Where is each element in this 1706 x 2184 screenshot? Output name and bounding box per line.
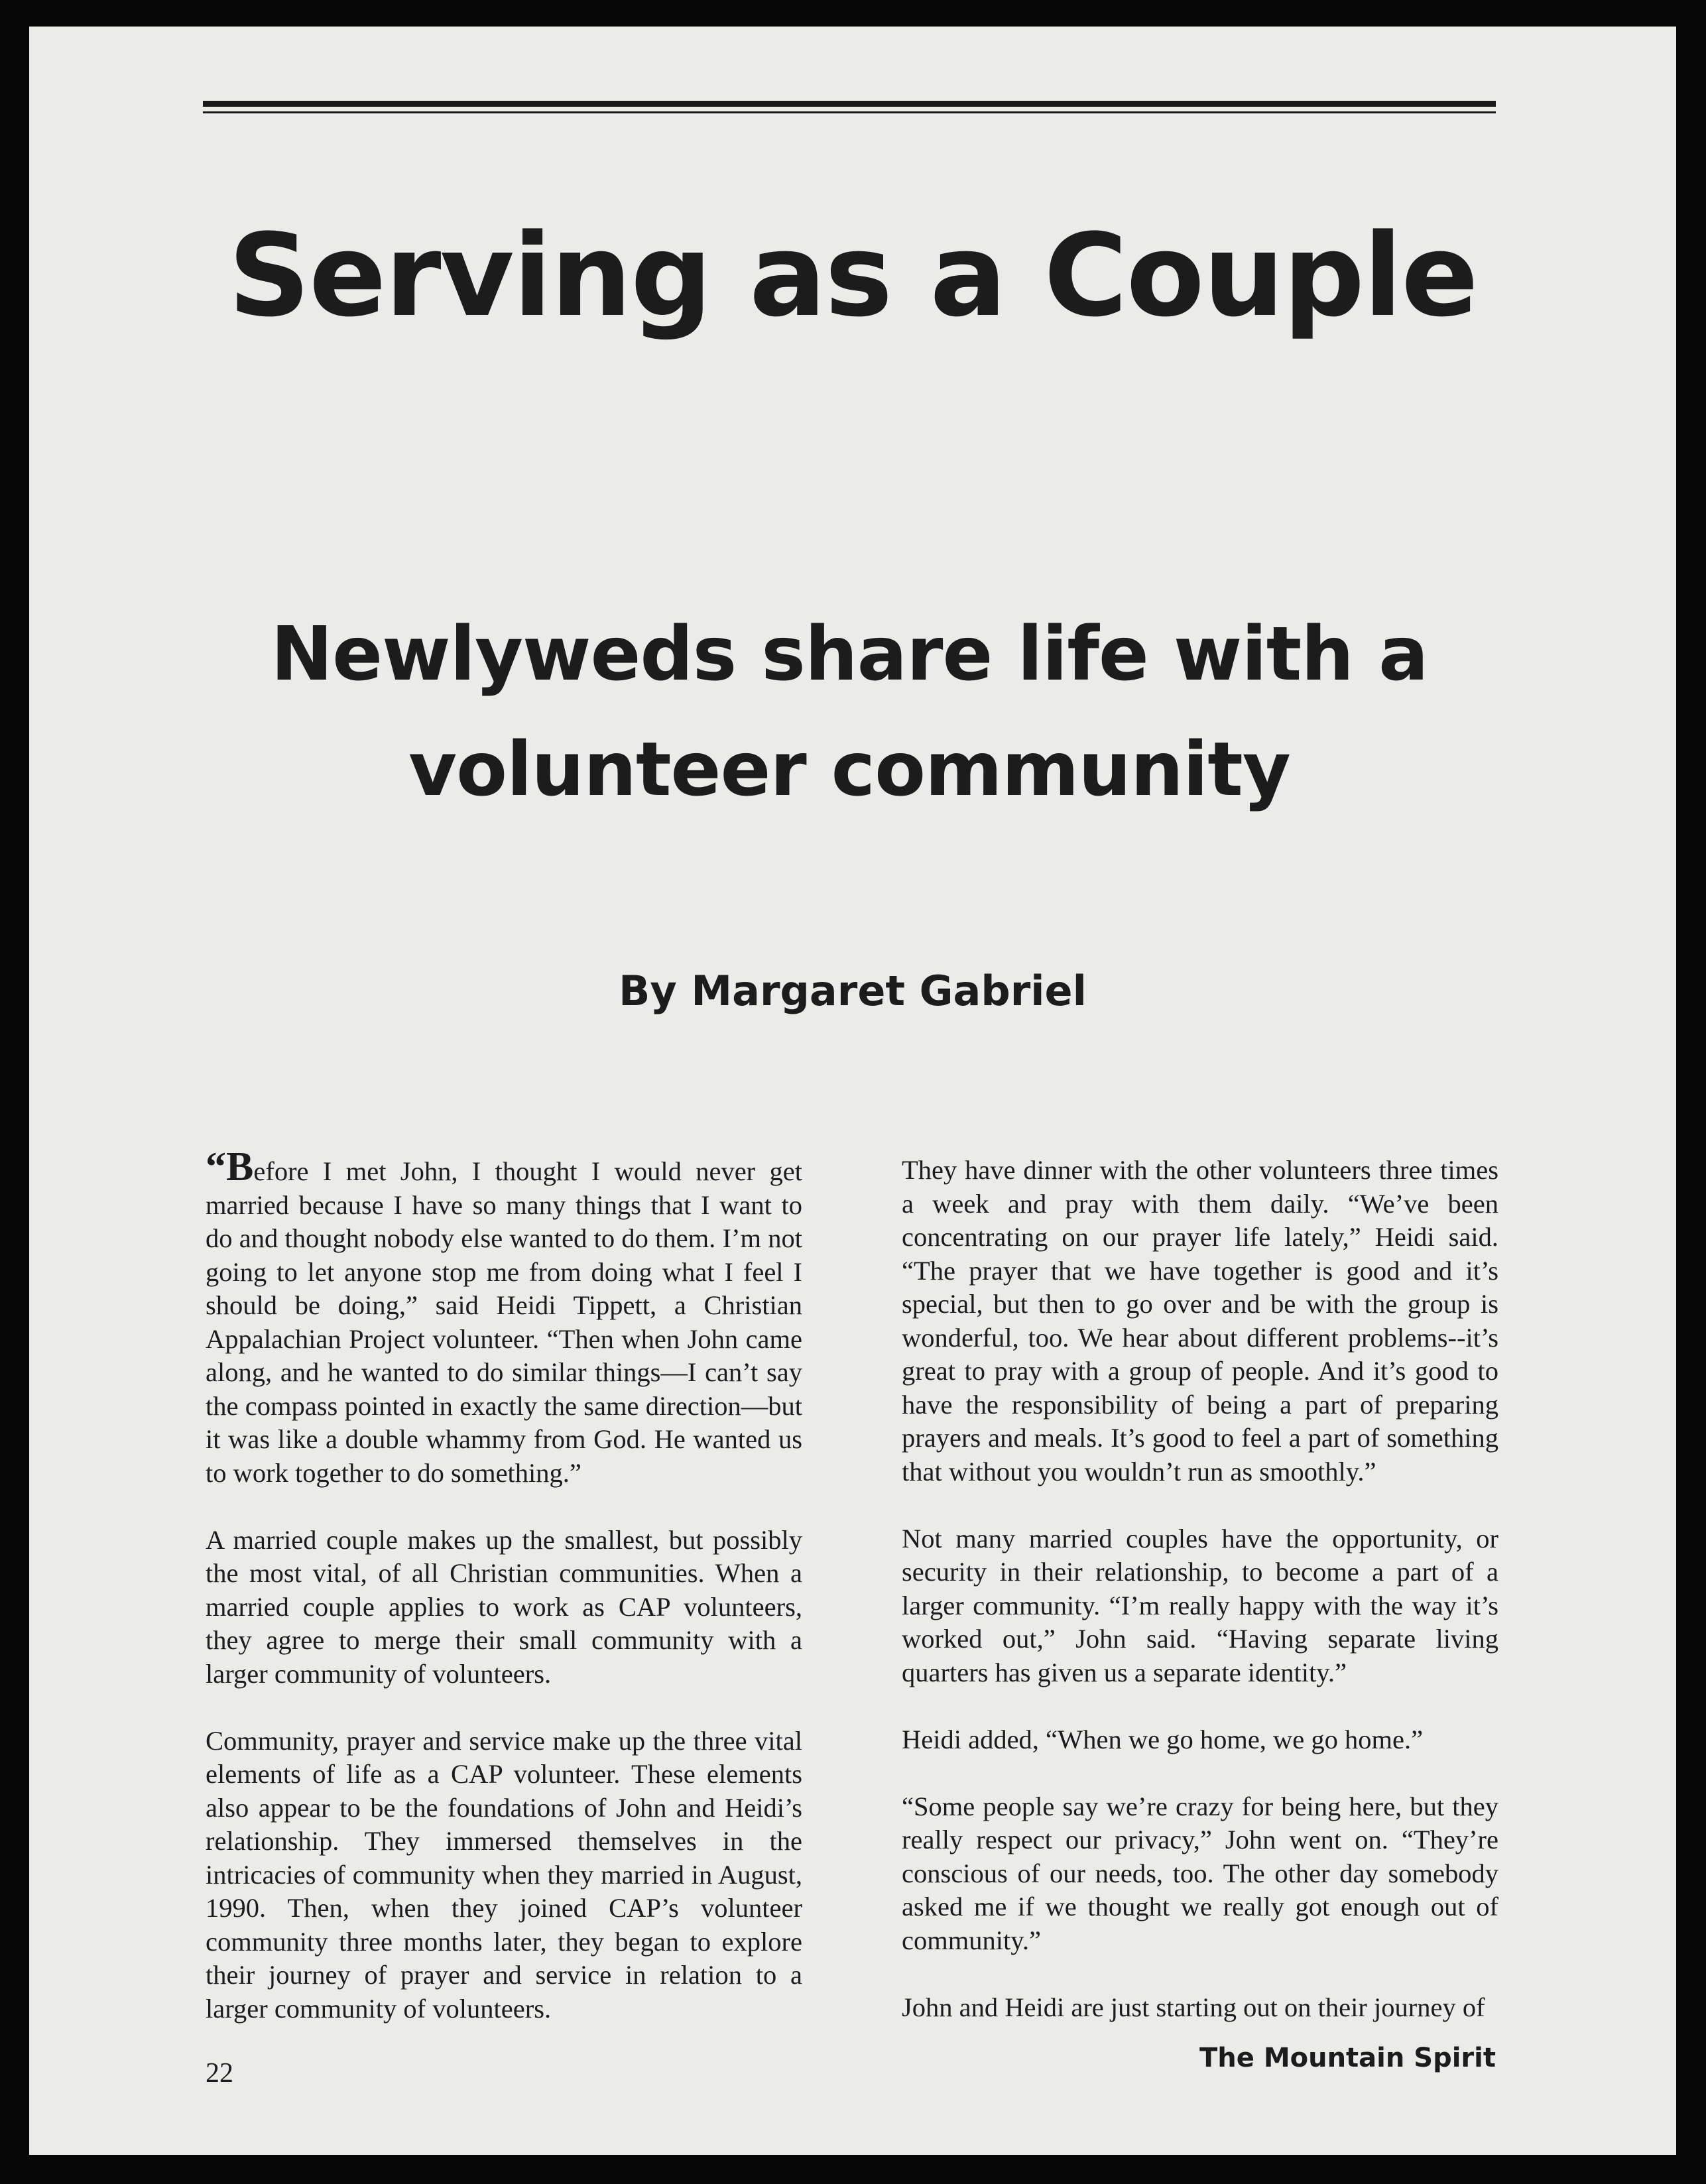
paragraph-text: efore I met John, I thought I would never get married because I have so many things that I want to do and thought nobody else wanted to do them. I’m not going to let anyone stop me from doing what I feel I should be doing,” said Heidi Tippett, a Christian Appalachian Project volunteer. “Then when John came along, and he wanted to do similar things—I can’t say the compass pointed in exactly the same direction—but it was like a double whammy from God. He wanted us to work together to do something.” — [206, 1156, 802, 1488]
magazine-page — [29, 27, 1676, 2155]
right-column — [902, 1154, 1498, 2058]
paragraph: John and Heidi are just starting out on their journey of — [902, 1992, 1485, 2022]
paragraph: Not many married couples have the opportunity, or security in their relationship, to become a part of a larger community. “I’m really happy with the way it’s worked out,” John said. “Having separate living quarters has given us a separate identity.” — [902, 1523, 1498, 1687]
article-subtitle: Newlyweds share life with a volunteer community — [271, 611, 1428, 813]
paragraph: “Some people say we’re crazy for being here, but they really respect our privacy,” John went on. “They’re conscious of our needs, too. The other day somebody asked me if we thought we really got enough out of community.” — [902, 1791, 1498, 1955]
paragraph — [206, 1144, 802, 1490]
article-byline: By Margaret Gabriel — [619, 967, 1087, 1015]
drop-cap: “B — [206, 1144, 254, 1189]
publication-name: The Mountain Spirit — [1199, 2043, 1496, 2073]
page-number: 22 — [206, 2058, 233, 2089]
header-rule-thick — [203, 101, 1496, 107]
paragraph: Heidi added, “When we go home, we go home.” — [902, 1724, 1424, 1754]
article-title: Serving as a Couple — [228, 209, 1477, 342]
paragraph: They have dinner with the other volunteers three times a week and pray with them daily. “We’ve been concentrating on our prayer life lately,” Heidi said. “The prayer that we have together is good and it’s special, but then to go over and be with the group is wonderful, too. We hear about different problems--it’s great to pray with a group of people. And it’s good to have the responsibility of being a part of preparing prayers and meals. It’s good to feel a part of something that without you wouldn’t run as smoothly.” — [902, 1155, 1498, 1486]
paragraph: Community, prayer and service make up the three vital elements of life as a CAP volunteer. These elements also appear to be the foundations of John and Heidi’s relationship. They immersed themselves in the intricacies of community when they married in August, 1990. Then, when they joined CAP’s volunteer community three months later, they began to explore their journey of prayer and service in relation to a larger community of volunteers. — [206, 1725, 802, 2024]
header-rule-thin — [203, 111, 1496, 113]
paragraph: A married couple makes up the smallest, but possibly the most vital, of all Christian communities. When a married couple applies to work as CAP volunteers, they agree to merge their small community with a larger community of volunteers. — [206, 1524, 802, 1689]
left-column — [206, 1144, 802, 2059]
